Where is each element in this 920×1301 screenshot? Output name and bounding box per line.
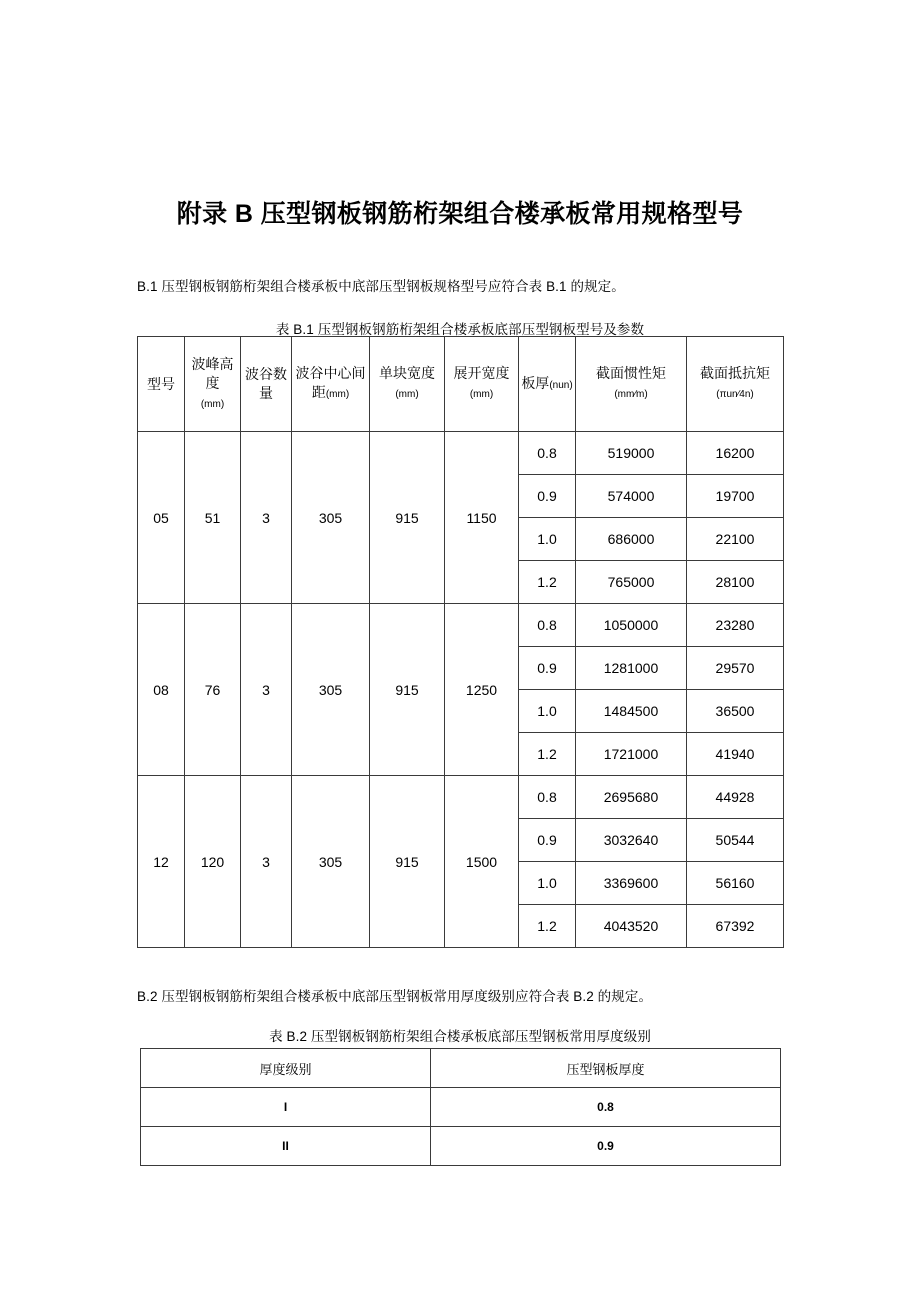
cell-valley-spacing: 305 [292, 776, 370, 948]
cell-moment-of-inertia: 686000 [576, 518, 687, 561]
cell-valley-count: 3 [241, 432, 292, 604]
cell-plate-thickness: 1.0 [519, 862, 576, 905]
cell-valley-count: 3 [241, 776, 292, 948]
cell-section-modulus: 56160 [687, 862, 784, 905]
cell-section-modulus: 50544 [687, 819, 784, 862]
cell-deck-thickness: 0.8 [431, 1088, 781, 1127]
header-crest-height-unit: (mm) [200, 398, 225, 410]
cell-section-modulus: 41940 [687, 733, 784, 776]
table-row [138, 776, 784, 819]
cell-moment-of-inertia: 519000 [576, 432, 687, 475]
cell-developed-width: 1500 [445, 776, 519, 948]
header-section-modulus-unit: (πun∕4n) [716, 389, 754, 400]
cell-section-modulus: 28100 [687, 561, 784, 604]
header-plate-thickness [519, 337, 576, 432]
cell-moment-of-inertia: 574000 [576, 475, 687, 518]
cell-model: 05 [138, 432, 185, 604]
cell-plate-thickness: 1.2 [519, 561, 576, 604]
cell-plate-thickness: 0.9 [519, 819, 576, 862]
cell-plate-thickness: 1.2 [519, 733, 576, 776]
cell-developed-width: 1150 [445, 432, 519, 604]
cell-plate-thickness: 0.9 [519, 475, 576, 518]
table-row [138, 432, 784, 475]
header-valley-spacing-unit: (mm) [325, 389, 350, 400]
cell-section-modulus: 22100 [687, 518, 784, 561]
cell-section-modulus: 36500 [687, 690, 784, 733]
cell-crest-height: 76 [185, 604, 241, 776]
cell-section-modulus: 19700 [687, 475, 784, 518]
header-valley-count-label: 波谷数量 [245, 366, 287, 401]
header-valley-spacing [292, 337, 370, 432]
cell-plate-thickness: 0.8 [519, 604, 576, 647]
cell-moment-of-inertia: 765000 [576, 561, 687, 604]
section-b2-paragraph: B.2 压型钢板钢筋桁架组合楼承板中底部压型钢板常用厚度级别应符合表 B.2 的规定。 [137, 988, 653, 1004]
header-plate-thickness-unit: (nun) [549, 379, 573, 391]
header-single-width-unit: (mm) [395, 389, 419, 400]
cell-single-width: 915 [370, 776, 445, 948]
header-crest-height-label: 波峰高度 [191, 355, 234, 391]
table-b1-header-row [138, 337, 784, 432]
cell-plate-thickness: 0.8 [519, 432, 576, 475]
table-row [141, 1127, 781, 1166]
header-moment-of-inertia [576, 337, 687, 432]
header-developed-width-unit: (mm) [469, 389, 494, 400]
cell-thickness-grade: II [141, 1127, 431, 1166]
table-row [138, 604, 784, 647]
header-single-width-label: 单块宽度 [379, 365, 435, 381]
cell-moment-of-inertia: 4043520 [576, 905, 687, 948]
cell-deck-thickness: 0.9 [431, 1127, 781, 1166]
page-title: 附录 B 压型钢板钢筋桁架组合楼承板常用规格型号 [176, 199, 744, 228]
header-model-label: 型号 [147, 375, 175, 392]
cell-section-modulus: 44928 [687, 776, 784, 819]
header-developed-width-label: 展开宽度 [453, 365, 510, 381]
cell-moment-of-inertia: 2695680 [576, 776, 687, 819]
header-model [138, 337, 185, 432]
cell-section-modulus: 16200 [687, 432, 784, 475]
cell-plate-thickness: 0.8 [519, 776, 576, 819]
cell-plate-thickness: 1.0 [519, 518, 576, 561]
section-b1-paragraph: B.1 压型钢板钢筋桁架组合楼承板中底部压型钢板规格型号应符合表 B.1 的规定。 [137, 278, 625, 294]
header-developed-width [445, 337, 519, 432]
table-b2 [140, 1048, 781, 1166]
cell-valley-spacing: 305 [292, 432, 370, 604]
header-crest-height [185, 337, 241, 432]
cell-plate-thickness: 1.0 [519, 690, 576, 733]
header-moment-of-inertia-label: 截面惯性矩 [596, 365, 666, 381]
cell-moment-of-inertia: 1721000 [576, 733, 687, 776]
cell-model: 12 [138, 776, 185, 948]
cell-section-modulus: 67392 [687, 905, 784, 948]
table-b2-caption: 表 B.2 压型钢板钢筋桁架组合楼承板底部压型钢板常用厚度级别 [269, 1028, 651, 1044]
cell-model: 08 [138, 604, 185, 776]
header-plate-thickness-label: 板厚 [521, 374, 550, 391]
cell-crest-height: 51 [185, 432, 241, 604]
cell-valley-spacing: 305 [292, 604, 370, 776]
cell-single-width: 915 [370, 432, 445, 604]
cell-section-modulus: 23280 [687, 604, 784, 647]
cell-moment-of-inertia: 3032640 [576, 819, 687, 862]
cell-single-width: 915 [370, 604, 445, 776]
header-thickness-grade: 厚度级别 [141, 1049, 431, 1088]
cell-plate-thickness: 0.9 [519, 647, 576, 690]
header-valley-count [241, 337, 292, 432]
table-b2-header-row [141, 1049, 781, 1088]
cell-moment-of-inertia: 1281000 [576, 647, 687, 690]
table-row [141, 1088, 781, 1127]
cell-plate-thickness: 1.2 [519, 905, 576, 948]
cell-developed-width: 1250 [445, 604, 519, 776]
cell-moment-of-inertia: 1484500 [576, 690, 687, 733]
cell-valley-count: 3 [241, 604, 292, 776]
cell-section-modulus: 29570 [687, 647, 784, 690]
table-b1-caption: 表 B.1 压型钢板钢筋桁架组合楼承板底部压型钢板型号及参数 [275, 321, 645, 337]
table-b1 [137, 336, 784, 948]
header-section-modulus [687, 337, 784, 432]
cell-thickness-grade: I [141, 1088, 431, 1127]
header-section-modulus-label: 截面抵抗矩 [700, 365, 770, 381]
header-deck-thickness: 压型钢板厚度 [431, 1049, 781, 1088]
header-moment-of-inertia-unit: (mm∕m) [614, 389, 648, 400]
header-valley-spacing-label: 波谷中心间距 [295, 365, 366, 400]
cell-moment-of-inertia: 3369600 [576, 862, 687, 905]
cell-crest-height: 120 [185, 776, 241, 948]
cell-moment-of-inertia: 1050000 [576, 604, 687, 647]
header-single-width [370, 337, 445, 432]
